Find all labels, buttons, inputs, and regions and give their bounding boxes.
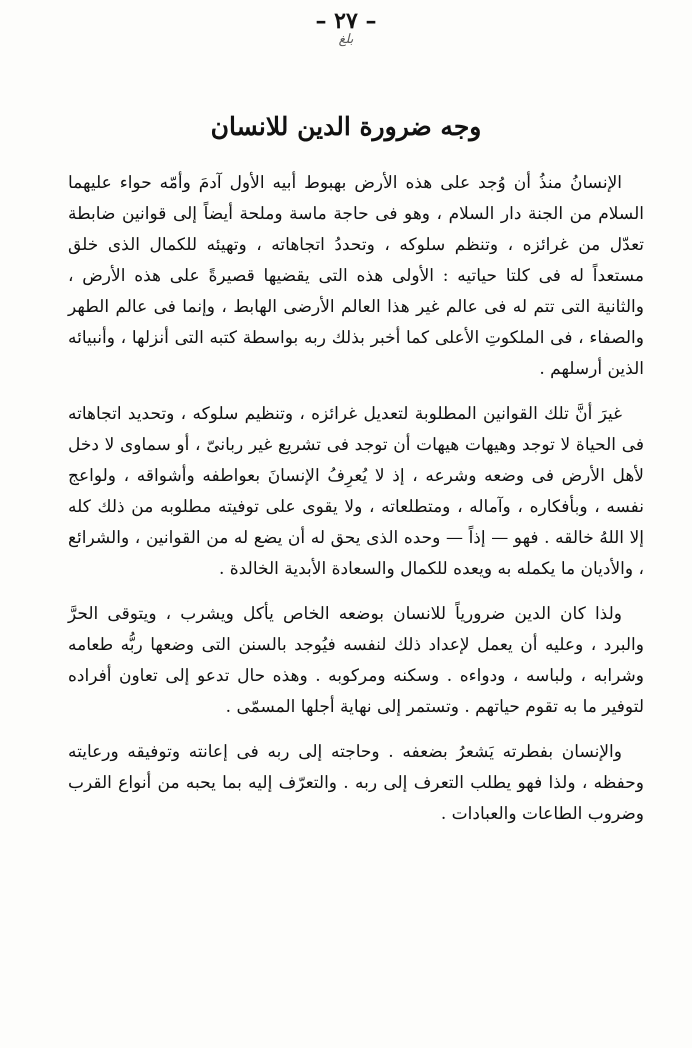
paragraph-4: والإنسان بفطرته يَشعرُ بضعفه . وحاجته إلى ربه فى إعانته وتوفيقه ورعايته وحفظه ، ولذا فهو يطلب التعرف إلى ربه . والتعرّف إليه بما يحبه من أنواع القرب وضروب الطاعات والعبادات . xyxy=(68,742,644,824)
page-number: – ٢٧ – xyxy=(315,8,377,34)
handwritten-mark: بلغ xyxy=(338,32,354,47)
body-text xyxy=(68,168,644,830)
paragraph-3: ولذا كان الدين ضرورياً للانسان بوضعه الخاص يأكل ويشرب ، ويتوقى الحرَّ والبرد ، وعليه أن يعمل لإعداد ذلك لنفسه فيُوجد بالسنن التى وضعها ربُّه طعامه وشرابه ، ولباسه ، ودواءه . وسكنه ومركوبه . وهذه حال تدعو إلى تعاون أفراده لتوفير ما به تقوم حياتهم . وتستمر إلى نهاية أجلها المسمّى . xyxy=(68,604,644,717)
paragraph-1: الإنسانُ منذُ أن وُجد على هذه الأرض بهبوط أبيه الأول آدمَ وأمّه حواء عليهما السلام من الجنة دار السلام ، وهو فى حاجة ماسة وملحة أيضاً إلى قوانين ضابطة تعدّل من غرائزه ، وتنظم سلوكه ، وتحددُ اتجاهاته ، وتهيئه للكمال الذى خلق مستعداً له فى كلتا حياتيه : الأولى هذه التى يقضيها قصيرةً على هذه الأرض ، والثانية التى تتم له فى عالم غير هذا العالم الأرضى الهابط ، وإنما فى عالم الطهر والصفاء ، فى الملكوتِ الأعلى كما أخبر بذلك ربه بواسطة كتبه التى أنزلها ، وأنبيائه الذين أرسلهم . xyxy=(68,173,644,379)
paragraph-2: غيرَ أنَّ تلك القوانين المطلوبة لتعديل غرائزه ، وتنظيم سلوكه ، وتحديد اتجاهاته فى الحياة لا توجد وهيهات هيهات أن توجد فى تشريع غير ربانىّ ، أو سماوى لا دخل لأهل الأرض فى وضعه وشرعه ، إذ لا يُعرِفُ الإنسانَ بعواطفه وأشواقه ، ولواعج نفسه ، وبأفكاره ، وآماله ، ومتطلعاته ، ولا يقوى على توفيته مطلوبه من ذلك كله إلا اللهُ خالقه . فهو — إذاً — وحده الذى يحق له أن يضع له من القوانين ، والشرائع ، والأديان ما يكمله به ويعده للكمال والسعادة الأبدية الخالدة . xyxy=(68,404,644,579)
chapter-title: وجه ضرورة الدين للانسان xyxy=(210,112,482,141)
